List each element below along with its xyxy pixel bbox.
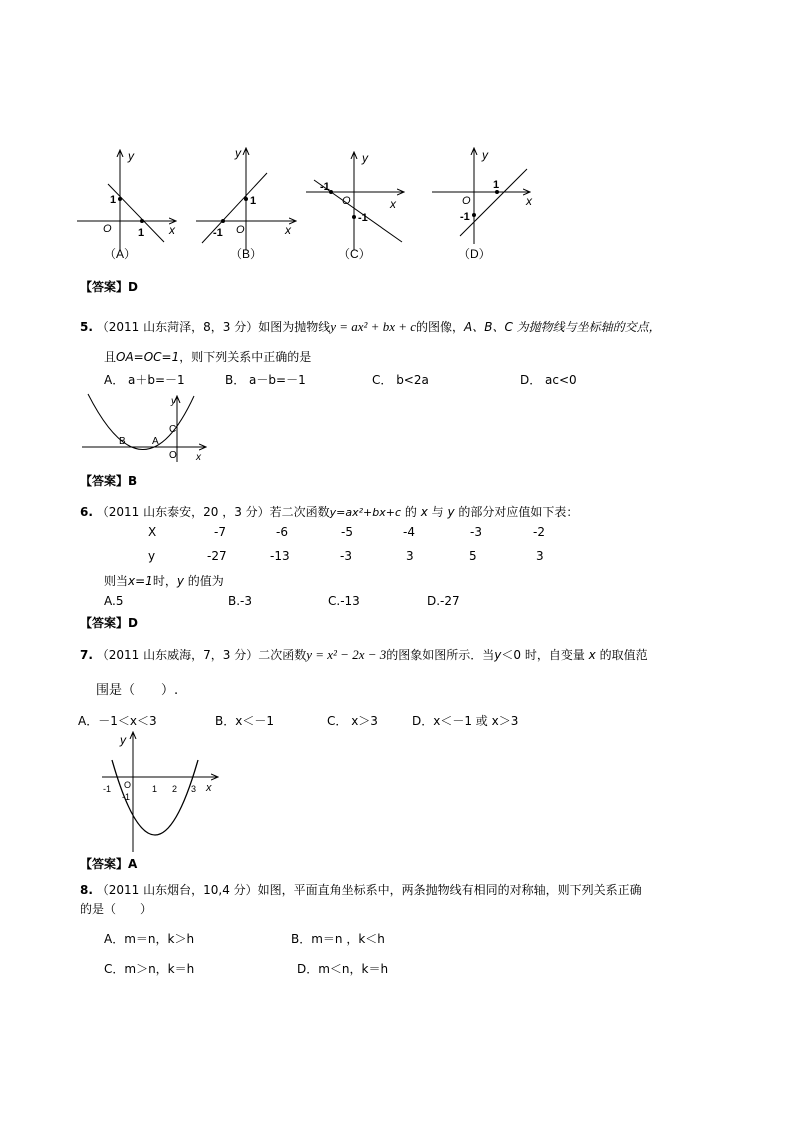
- q7-answer: [80, 855, 137, 872]
- q5-option-a: A． a＋b=－1: [104, 373, 185, 387]
- graph-b-origin: O: [236, 224, 245, 236]
- table-y-label: y: [148, 549, 156, 563]
- q8-option-c: C．m＞n，k＝h: [104, 962, 195, 976]
- table-x-label: X: [148, 525, 157, 539]
- q7-line2: 围是（ ）.: [96, 683, 179, 698]
- q6-formula: y=ax²+bx+c: [329, 506, 402, 519]
- graph-b-tick-x: -1: [213, 227, 223, 239]
- graph-a-caption: （A）: [104, 247, 137, 261]
- graph-d: [432, 148, 533, 261]
- q5-number: 5.: [80, 320, 93, 334]
- q6-question-b: x=1: [128, 574, 153, 588]
- graph-d-tick-x: 1: [493, 179, 500, 191]
- q5-answer: [80, 472, 137, 489]
- q5-graph-a: A: [152, 436, 159, 447]
- graph-d-y-label: y: [482, 148, 488, 162]
- q6-question-e: 的值为: [187, 574, 224, 588]
- table-cell: -2: [533, 525, 545, 539]
- graph-c: [306, 151, 404, 261]
- q7-graph-x: x: [206, 782, 212, 794]
- answer-tag: 【答案】: [80, 857, 129, 871]
- q7-formula: y = x² − 2x − 3: [306, 647, 387, 662]
- q7-graph: [98, 730, 224, 854]
- q5-text-b: 的图像，: [416, 320, 465, 334]
- q7-text-b: 的图象如图所示．当: [386, 648, 495, 662]
- q6-text-f: 的部分对应值如下表：: [458, 505, 579, 519]
- graph-b-tick-y: 1: [250, 195, 257, 207]
- q5-line2-b: ，则下列关系中正确的是: [179, 350, 312, 364]
- q5-formula: y = ax² + bx + c: [330, 319, 417, 334]
- q5-text-c: A、B、C 为抛物线与坐标轴的交点，: [464, 320, 661, 334]
- graph-a: [77, 149, 176, 261]
- answer-tag: 【答案】: [80, 280, 129, 294]
- q6-question: [104, 572, 224, 589]
- q7-graph-origin: O: [124, 780, 132, 790]
- q7-graph-t3: 3: [191, 784, 197, 794]
- q5-graph-o: O: [169, 450, 177, 461]
- q6-option-a: A.5: [104, 594, 124, 608]
- q6-text-d: 与: [431, 505, 444, 519]
- graph-a-tick-y: 1: [110, 194, 117, 206]
- q6-text-b: 的: [404, 505, 417, 519]
- table-cell: -7: [214, 525, 226, 539]
- q5-line2-a: 且: [104, 350, 117, 364]
- q4-answer: [80, 278, 138, 295]
- q7-option-c: C． x＞3: [327, 714, 378, 728]
- answer-value: B: [128, 474, 138, 488]
- table-cell: 3: [536, 549, 544, 563]
- q6-option-d: D.-27: [427, 594, 460, 608]
- q8-line2: 的是（ ）: [80, 902, 153, 916]
- q8-option-a: A．m＝n，k＞h: [104, 932, 195, 946]
- table-cell: -13: [270, 549, 290, 563]
- q5-graph: [78, 392, 218, 466]
- table-cell: -3: [470, 525, 482, 539]
- q7-text-e: x: [588, 648, 596, 662]
- q7-graph-y: y: [120, 733, 126, 747]
- q6-text-a: 若二次函数: [269, 505, 330, 519]
- table-cell: 3: [406, 549, 414, 563]
- q6-text-e: y: [447, 505, 455, 519]
- graph-c-tick-x: -1: [320, 181, 330, 193]
- q5-graph-b: B: [119, 436, 126, 447]
- q4-graphs: [0, 140, 560, 270]
- q5-graph-y: y: [171, 396, 176, 407]
- q7-source: （2011 山东威海，7，3 分）: [96, 648, 259, 662]
- q8-text: 如图，平面直角坐标系中，两条抛物线有相同的对称轴，则下列关系正确: [257, 883, 642, 897]
- answer-value: A: [128, 857, 138, 871]
- graph-a-y-label: y: [128, 149, 134, 163]
- q5-graph-x: x: [196, 452, 201, 463]
- q6-option-b: B.-3: [228, 594, 253, 608]
- q6-question-a: 则当: [104, 574, 129, 588]
- q5-text-a: 如图为抛物线: [258, 320, 331, 334]
- graph-a-origin: O: [103, 223, 112, 235]
- answer-tag: 【答案】: [80, 474, 129, 488]
- graph-c-tick-y: -1: [358, 212, 368, 224]
- q5-line1: [80, 318, 661, 335]
- graph-b-x-label: x: [285, 223, 291, 237]
- graph-b: [196, 146, 296, 261]
- q7-graph-m1: -1: [103, 784, 112, 794]
- q7-graph-t1: 1: [152, 784, 158, 794]
- q6-option-c: C.-13: [328, 594, 360, 608]
- q5-source: （2011 山东菏泽，8，3 分）: [96, 320, 259, 334]
- graph-c-y-label: y: [362, 151, 368, 165]
- q5-option-b: B． a－b=－1: [225, 373, 306, 387]
- answer-value: D: [128, 280, 138, 294]
- q6-number: 6.: [80, 505, 93, 519]
- q6-source: （2011 山东泰安，20 ，3 分）: [96, 505, 270, 519]
- q6-answer: [80, 614, 138, 631]
- q8-line1: [80, 881, 642, 898]
- q5-graph-c: C: [169, 424, 177, 435]
- graph-c-origin: O: [342, 195, 351, 207]
- q5-line2: [104, 348, 311, 365]
- q8-number: 8.: [80, 883, 93, 897]
- table-cell: -27: [207, 549, 227, 563]
- q7-graph-t2: 2: [172, 784, 178, 794]
- graph-a-x-label: x: [169, 223, 175, 237]
- table-cell: -3: [340, 549, 352, 563]
- q6-line1: [80, 503, 578, 520]
- q5-option-c: C． b<2a: [372, 373, 429, 387]
- graph-c-x-label: x: [390, 197, 396, 211]
- q7-text-c: y: [494, 648, 502, 662]
- graph-d-x-label: x: [526, 194, 532, 208]
- q7-text-d: ＜0 时，自变量: [501, 648, 585, 662]
- table-cell: 5: [469, 549, 477, 563]
- graph-d-origin: O: [462, 195, 471, 207]
- answer-tag: 【答案】: [80, 616, 129, 630]
- table-cell: -5: [341, 525, 353, 539]
- q7-option-a: A．－1＜x＜3: [78, 714, 157, 728]
- q8-source: （2011 山东烟台，10,4 分）: [96, 883, 258, 897]
- table-cell: -6: [276, 525, 288, 539]
- q7-option-b: B．x＜－1: [215, 714, 274, 728]
- q8-option-d: D．m＜n，k＝h: [297, 962, 389, 976]
- answer-value: D: [128, 616, 138, 630]
- q7-line1: [80, 646, 648, 663]
- q8-option-b: B．m＝n ，k＜h: [291, 932, 385, 946]
- graph-c-caption: （C）: [338, 247, 371, 261]
- graph-d-tick-y: -1: [460, 211, 470, 223]
- q7-graph-ym1: -1: [122, 792, 131, 802]
- graph-d-caption: （D）: [458, 247, 491, 261]
- graph-b-y-label: y: [235, 146, 241, 160]
- q7-text-f: 的取值范: [599, 648, 648, 662]
- q6-question-d: y: [176, 574, 184, 588]
- q7-option-d: D．x＜－1 或 x＞3: [412, 714, 519, 728]
- q6-text-c: x: [420, 505, 428, 519]
- q5-option-d: D． ac<0: [520, 373, 577, 387]
- q6-question-c: 时，: [152, 574, 177, 588]
- q7-text-a: 二次函数: [258, 648, 307, 662]
- q7-number: 7.: [80, 648, 93, 662]
- graph-a-tick-x: 1: [138, 227, 145, 239]
- table-cell: -4: [403, 525, 415, 539]
- q5-condition: OA=OC=1: [116, 350, 180, 364]
- graph-b-caption: （B）: [230, 247, 263, 261]
